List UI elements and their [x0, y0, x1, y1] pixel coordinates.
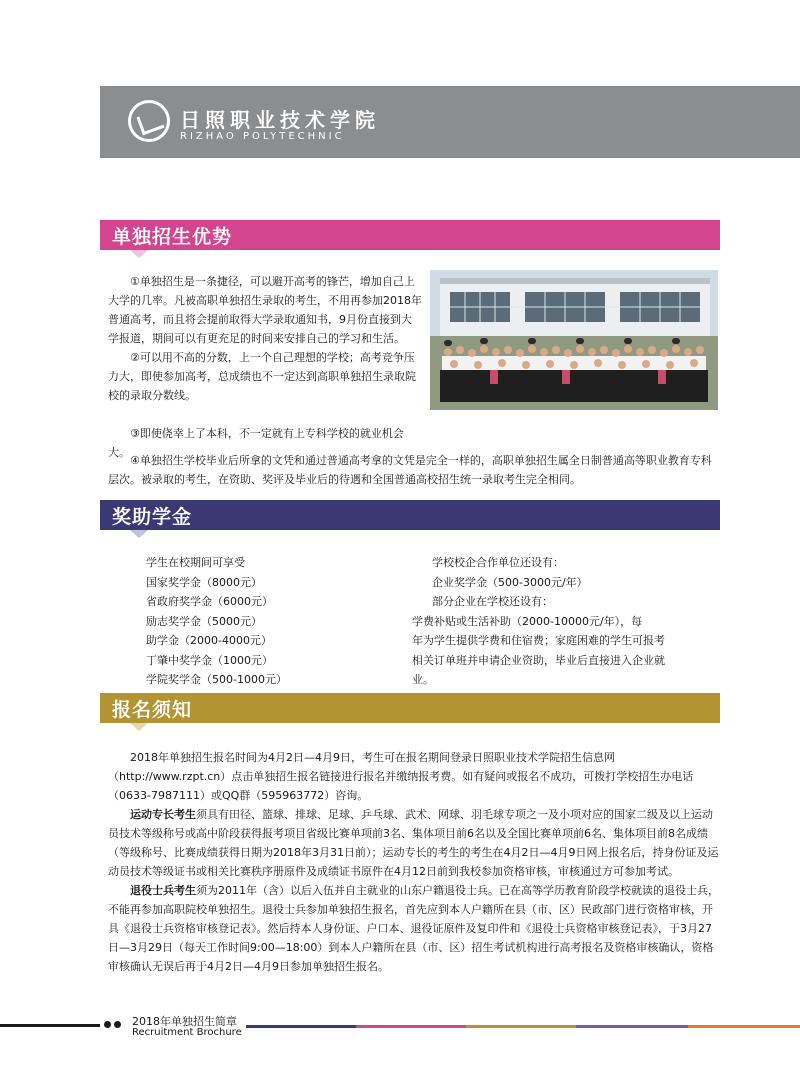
list-item: 国家奖学金（8000元）	[146, 575, 262, 589]
section-pointer	[130, 250, 148, 258]
section-title: 单独招生优势	[112, 226, 233, 248]
veterans-label: 退役士兵考生	[130, 884, 196, 897]
list-item: 相关订单班并申请企业资助，毕业后直接进入企业就	[412, 653, 665, 667]
registration-paragraph-veterans	[108, 881, 720, 976]
list-item: 学费补贴或生活补助（2000-10000元/年），每	[412, 614, 643, 628]
footer-title-en: Recruitment Brochure	[132, 1027, 242, 1038]
section-bar	[100, 500, 720, 530]
list-item: 业。	[412, 673, 434, 686]
advantage-paragraph-2: ②可以用不高的分数，上一个自己理想的学校；高考竞争压力大，即使参加高考，总成绩也不一定达到高职单独招生录取院校的录取分数线。	[108, 351, 416, 402]
section-header-registration	[100, 693, 720, 723]
section-title: 报名须知	[112, 699, 193, 721]
footer-stripe	[246, 1025, 356, 1028]
list-item: 丁肇中奖学金（1000元）	[146, 653, 273, 667]
footer-stripe	[466, 1025, 576, 1028]
advantage-paragraph-1: ①单独招生是一条捷径，可以避开高考的锋芒，增加自己上大学的几率。凡被高职单独招生录取的考生，不用再参加2018年普通高考，而且将会提前取得大学录取通知书，9月份直接到大学报道，期间可以有更充足的时间来安排自己的学习和生活。	[108, 275, 422, 345]
scholarship-list-left	[146, 553, 406, 690]
section-pointer	[130, 723, 148, 731]
school-logo-icon	[128, 100, 170, 142]
section-title: 奖助学金	[112, 506, 193, 528]
registration-paragraph-sports	[108, 805, 720, 881]
footer-line	[0, 1024, 100, 1027]
registration-paragraph-time: 2018年单独招生报名时间为4月2日—4月9日，考生可在报名期间登录日照职业技术学院招生信息网（http://www.rzpt.cn）点击单独招生报名链接进行报名并缴纳报考费。如有疑问或报名不成功，可拨打学校招生办电话（0633-7987111）或QQ群（595963772）咨询。	[108, 751, 694, 802]
advantage-paragraph-4: ④单独招生学校毕业后所拿的文凭和通过普通高考拿的文凭是完全一样的，高职单独招生属全日制普通高等职业教育专科层次。被录取的考生，在资助、奖评及毕业后的待遇和全国普通高校招生统一录取考生完全相同。	[108, 454, 712, 486]
list-item: 学校校企合作单位还设有：	[432, 556, 564, 569]
section-bar	[100, 693, 720, 723]
school-name-cn: 日照职业技术学院	[180, 108, 380, 132]
footer-stripe	[688, 1025, 800, 1028]
school-name-en: RIZHAO POLYTECHNIC	[180, 131, 345, 142]
graduation-photo	[430, 270, 718, 410]
list-item: 省政府奖学金（6000元）	[146, 595, 273, 608]
list-item: 励志奖学金（5000元）	[146, 614, 262, 628]
footer-stripe	[356, 1025, 466, 1028]
section-header-scholarships	[100, 500, 720, 530]
section-pointer	[130, 530, 148, 538]
scholarship-list-right	[412, 553, 722, 690]
section-header-advantages	[100, 220, 720, 250]
list-item: 学院奖学金（500-1000元）	[146, 673, 287, 686]
list-item: 学生在校期间可享受	[146, 556, 245, 569]
advantage-paragraph-3: ③即使侥幸上了本科，不一定就有上专科学校的就业机会大。	[108, 427, 404, 459]
list-item: 年为学生提供学费和住宿费；家庭困难的学生可报考	[412, 634, 665, 647]
sports-text: 须具有田径、篮球、排球、足球、乒乓球、武术、网球、羽毛球专项之一及小项对应的国家二级及以上运动员技术等级称号或高中阶段获得报考项目省级比赛单项前3名、集体项目前6名以及全国比赛单项前6名、集体项目前8名成绩（等级称号、比赛成绩获得日期为2018年3月31日前）；运动专长的考生的考生在4月2日—4月9日网上报名后，持身份证及运动员技术等级证书或相关比赛秩序册原件及成绩证书原件在4月12日前到我校参加资格审核，审核通过方可参加考试。	[108, 808, 719, 878]
footer-dot	[114, 1021, 121, 1028]
list-item: 企业奖学金（500-3000元/年）	[432, 575, 588, 589]
graduation-photo-image	[430, 270, 718, 410]
sports-label: 运动专长考生	[130, 808, 196, 821]
footer-title-cn: 2018年单独招生简章	[132, 1015, 237, 1028]
list-item: 助学金（2000-4000元）	[146, 634, 272, 647]
footer-dot	[104, 1021, 111, 1028]
veterans-text: 须为2011年（含）以后入伍并自主就业的山东户籍退役士兵。已在高等学历教育阶段学校就读的退役士兵，不能再参加高职院校单独招生。退役士兵参加单独招生报名，首先应到本人户籍所在县（市、区）民政部门进行资格审核，开具《退役士兵资格审核登记表》。然后持本人身份证、户口本、退役证原件及复印件和《退役士兵资格审核登记表》，于3月27日—3月29日（每天工作时间9:00—18:00）到本人户籍所在县（市、区）招生考试机构进行高考报名及资格审核确认，资格审核确认无误后再于4月2日—4月9日参加单独招生报名。	[108, 884, 719, 973]
list-item: 部分企业在学校还设有：	[432, 595, 553, 608]
footer-stripe	[576, 1025, 688, 1028]
